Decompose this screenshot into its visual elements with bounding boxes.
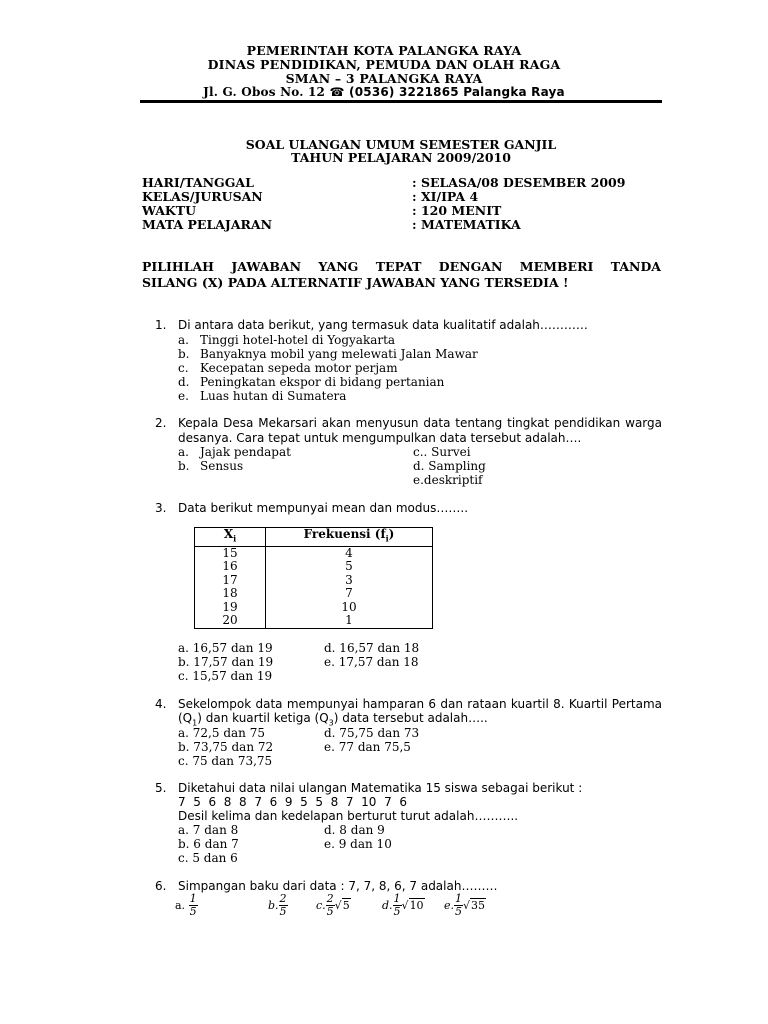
table-row [195,614,433,628]
q6-option-b: b. $\frac{2}{5}$ [268,892,287,918]
q5-option-d: d. 8 dan 9 [324,823,385,837]
q1-option-d: Peningkatan ekspor di bidang pertanian [200,375,445,389]
info-label-time: WAKTU [142,203,197,218]
info-value-class: : XI/IPA 4 [412,189,479,204]
q2-number: 2. [155,416,167,430]
q1-option-b-key: b. [178,347,190,361]
sqrt-symbol: √35 [463,899,486,912]
header-line-2: DINAS PENDIDIKAN, PEMUDA DAN OLAH RAGA [207,57,561,72]
q1-option-e-key: e. [178,389,189,403]
q5-option-e: e. 9 dan 10 [324,837,392,851]
address-street: Jl. G. Obos No. 12 [203,85,326,99]
q1-text: Di antara data berikut, yang termasuk data kualitatif adalah………… [178,318,588,332]
q4-text-line-2: $(Q_1)$ dan kuartil ketiga $(Q_3)$ data tersebut adalah….. [178,711,488,728]
info-value-day: : SELASA/08 DESEMBER 2009 [412,175,626,190]
q1-number: 1. [155,318,167,332]
q4-option-d: d. 75,75 dan 73 [324,726,420,740]
q2-text-line-2: desanya. Cara tepat untuk mengumpulkan data tersebut adalah…. [178,431,582,445]
table-cell-x: 17 [195,574,266,588]
instruction-line-2: SILANG (X) PADA ALTERNATIF JAWABAN YANG TERSEDIA ! [142,275,569,290]
q6-option-d: d. $\frac{1}{5}$ √10 [382,892,424,918]
q1-option-a-key: a. [178,333,189,347]
q6-option-a: a. $\frac{1}{5}$ [175,892,197,918]
q1-option-c: Kecepatan sepeda motor perjam [200,361,398,375]
q5-text-line-1: Diketahui data nilai ulangan Matematika 15 siswa sebagai berikut : [178,781,583,795]
table-cell-f: 10 [266,601,433,615]
q1-option-e: Luas hutan di Sumatera [200,389,347,403]
table-row [195,560,433,574]
q2-option-a: Jajak pendapat [200,445,291,459]
q5-option-c: c. 5 dan 6 [178,851,238,865]
q4-text-line-1: Sekelompok data mempunyai hamparan 6 dan rataan kuartil 8. Kuartil Pertama [178,697,662,711]
q3-option-d: d. 16,57 dan 18 [324,641,420,655]
table-header-row [195,528,433,547]
q2-option-d: d. Sampling [413,459,486,473]
q4-option-a: a. 72,5 dan 75 [178,726,265,740]
q3-number: 3. [155,501,167,515]
q3-option-e: e. 17,57 dan 18 [324,655,419,669]
q5-option-a: a. 7 dan 8 [178,823,239,837]
q4-option-e: e. 77 dan 75,5 [324,740,411,754]
frequency-table [194,527,433,629]
exam-year: TAHUN PELAJARAN 2009/2010 [291,150,511,165]
q3-text: Data berikut mempunyai mean dan modus…….. [178,501,469,515]
sqrt-symbol: √10 [401,899,424,912]
q2-option-b: Sensus [200,459,244,473]
q1-option-c-key: c. [178,361,189,375]
table-header-frequency: Frekuensi $(f_i)$ [266,528,433,547]
table-row [195,546,433,560]
address-phone: (0536) 3221865 Palangka Raya [349,85,565,99]
q4-number: 4. [155,697,167,711]
table-header-x: $X_i$ [195,528,266,547]
table-cell-x: 16 [195,560,266,574]
q1-option-b: Banyaknya mobil yang melewati Jalan Mawar [200,347,478,361]
q2-text-line-1: Kepala Desa Mekarsari akan menyusun data tentang tingkat pendidikan warga [178,416,662,430]
q3-option-c: c. 15,57 dan 19 [178,669,273,683]
table-row [195,574,433,588]
info-value-time: : 120 MENIT [412,203,502,218]
phone-icon: ☎ [329,85,345,99]
q3-option-b: b. 17,57 dan 19 [178,655,274,669]
q5-data-values: 7 5 6 8 8 7 6 9 5 5 8 7 10 7 6 [178,795,407,809]
header-line-1: PEMERINTAH KOTA PALANGKA RAYA [246,43,522,58]
q3-option-a: a. 16,57 dan 19 [178,641,273,655]
table-row [195,587,433,601]
table-cell-x: 19 [195,601,266,615]
table-cell-x: 18 [195,587,266,601]
table-cell-f: 5 [266,560,433,574]
table-cell-x: 15 [195,546,266,560]
table-cell-f: 1 [266,614,433,628]
header-address [0,85,768,99]
q6-text: Simpangan baku dari data : 7, 7, 8, 6, 7 adalah……… [178,879,498,893]
q2-option-e: e.deskriptif [413,473,483,487]
q5-text-line-3: Desil kelima dan kedelapan berturut turut adalah……….. [178,809,519,823]
q6-number: 6. [155,879,167,893]
instruction [142,259,661,291]
q5-option-b: b. 6 dan 7 [178,837,239,851]
info-label-class: KELAS/JURUSAN [142,189,263,204]
q6-option-e: e. $\frac{1}{5}$ √35 [444,892,486,918]
q5-number: 5. [155,781,167,795]
q4-option-c: c. 75 dan 73,75 [178,754,273,768]
sqrt-symbol: √5 [334,899,350,912]
q1-option-d-key: d. [178,375,190,389]
table-row [195,601,433,615]
info-value-subject: : MATEMATIKA [412,217,521,232]
q2-option-a-key: a. [178,445,189,459]
q2-option-b-key: b. [178,459,190,473]
instruction-line-1: PILIHLAH JAWABAN YANG TEPAT DENGAN MEMBERI TANDA [142,259,661,274]
header-rule [140,100,662,103]
q4-option-b: b. 73,75 dan 72 [178,740,274,754]
info-label-subject: MATA PELAJARAN [142,217,273,232]
info-label-day: HARI/TANGGAL [142,175,254,190]
q1-option-a: Tinggi hotel-hotel di Yogyakarta [200,333,396,347]
q2-option-c: c.. Survei [413,445,471,459]
table-cell-f: 4 [266,546,433,560]
exam-title: SOAL ULANGAN UMUM SEMESTER GANJIL [245,137,557,152]
q6-option-c: c. $\frac{2}{5}$ √5 [316,892,350,918]
table-cell-f: 7 [266,587,433,601]
table-cell-f: 3 [266,574,433,588]
table-cell-x: 20 [195,614,266,628]
header-line-3: SMAN – 3 PALANGKA RAYA [285,71,483,86]
